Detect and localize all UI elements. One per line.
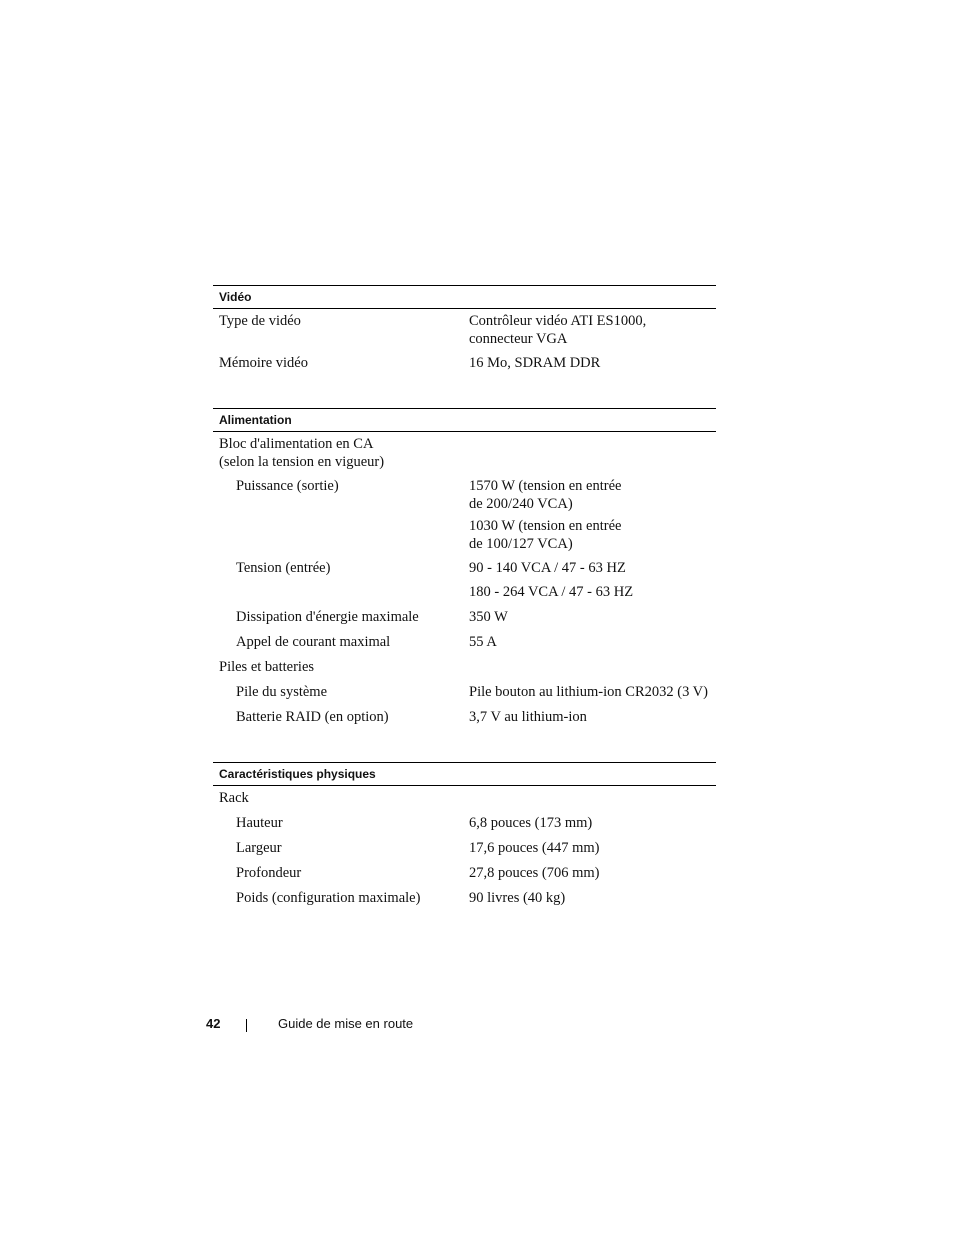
footer-separator [246,1019,247,1032]
spec-value: 90 livres (40 kg) [469,890,566,906]
spec-label: Hauteur [236,815,283,831]
physical-heading: Caractéristiques physiques [213,762,716,786]
spec-label: Rack [219,790,249,806]
spec-label: Mémoire vidéo [219,355,308,371]
spec-value: Contrôleur vidéo ATI ES1000, connecteur VGA [469,313,647,347]
spec-value: 90 - 140 VCA / 47 - 63 HZ [469,560,626,576]
spec-label: Profondeur [236,865,302,881]
spec-value: Pile bouton au lithium-ion CR2032 (3 V) [469,684,708,700]
spec-label: Pile du système [236,684,328,700]
spec-label: Batterie RAID (en option) [236,709,389,725]
spec-value: 3,7 V au lithium-ion [469,709,587,725]
spec-value: 1030 W (tension en entrée de 100/127 VCA) [469,518,622,552]
spec-label: Puissance (sortie) [236,478,339,494]
page-number: 42 [206,1016,221,1031]
spec-value: 55 A [469,634,497,650]
video-section [213,285,716,371]
physical-section [213,762,716,906]
spec-value: 350 W [469,609,508,625]
footer-title: Guide de mise en route [278,1016,414,1031]
spec-value: 6,8 pouces (173 mm) [469,815,593,831]
video-heading: Vidéo [213,285,716,309]
spec-label: Piles et batteries [219,659,315,675]
power-section [213,408,716,725]
power-heading: Alimentation [213,408,716,432]
spec-value: 1570 W (tension en entrée de 200/240 VCA) [469,478,622,512]
spec-label: Bloc d'alimentation en CA (selon la tension en vigueur) [219,436,385,470]
spec-value: 27,8 pouces (706 mm) [469,865,600,881]
spec-label: Type de vidéo [219,313,301,329]
spec-value: 17,6 pouces (447 mm) [469,840,600,856]
spec-value: 180 - 264 VCA / 47 - 63 HZ [469,584,634,600]
spec-value: 16 Mo, SDRAM DDR [469,355,601,371]
spec-label: Tension (entrée) [236,560,331,576]
spec-label: Appel de courant maximal [236,634,391,650]
spec-label: Dissipation d'énergie maximale [236,609,419,625]
spec-label: Largeur [236,840,282,856]
spec-label: Poids (configuration maximale) [236,890,421,906]
